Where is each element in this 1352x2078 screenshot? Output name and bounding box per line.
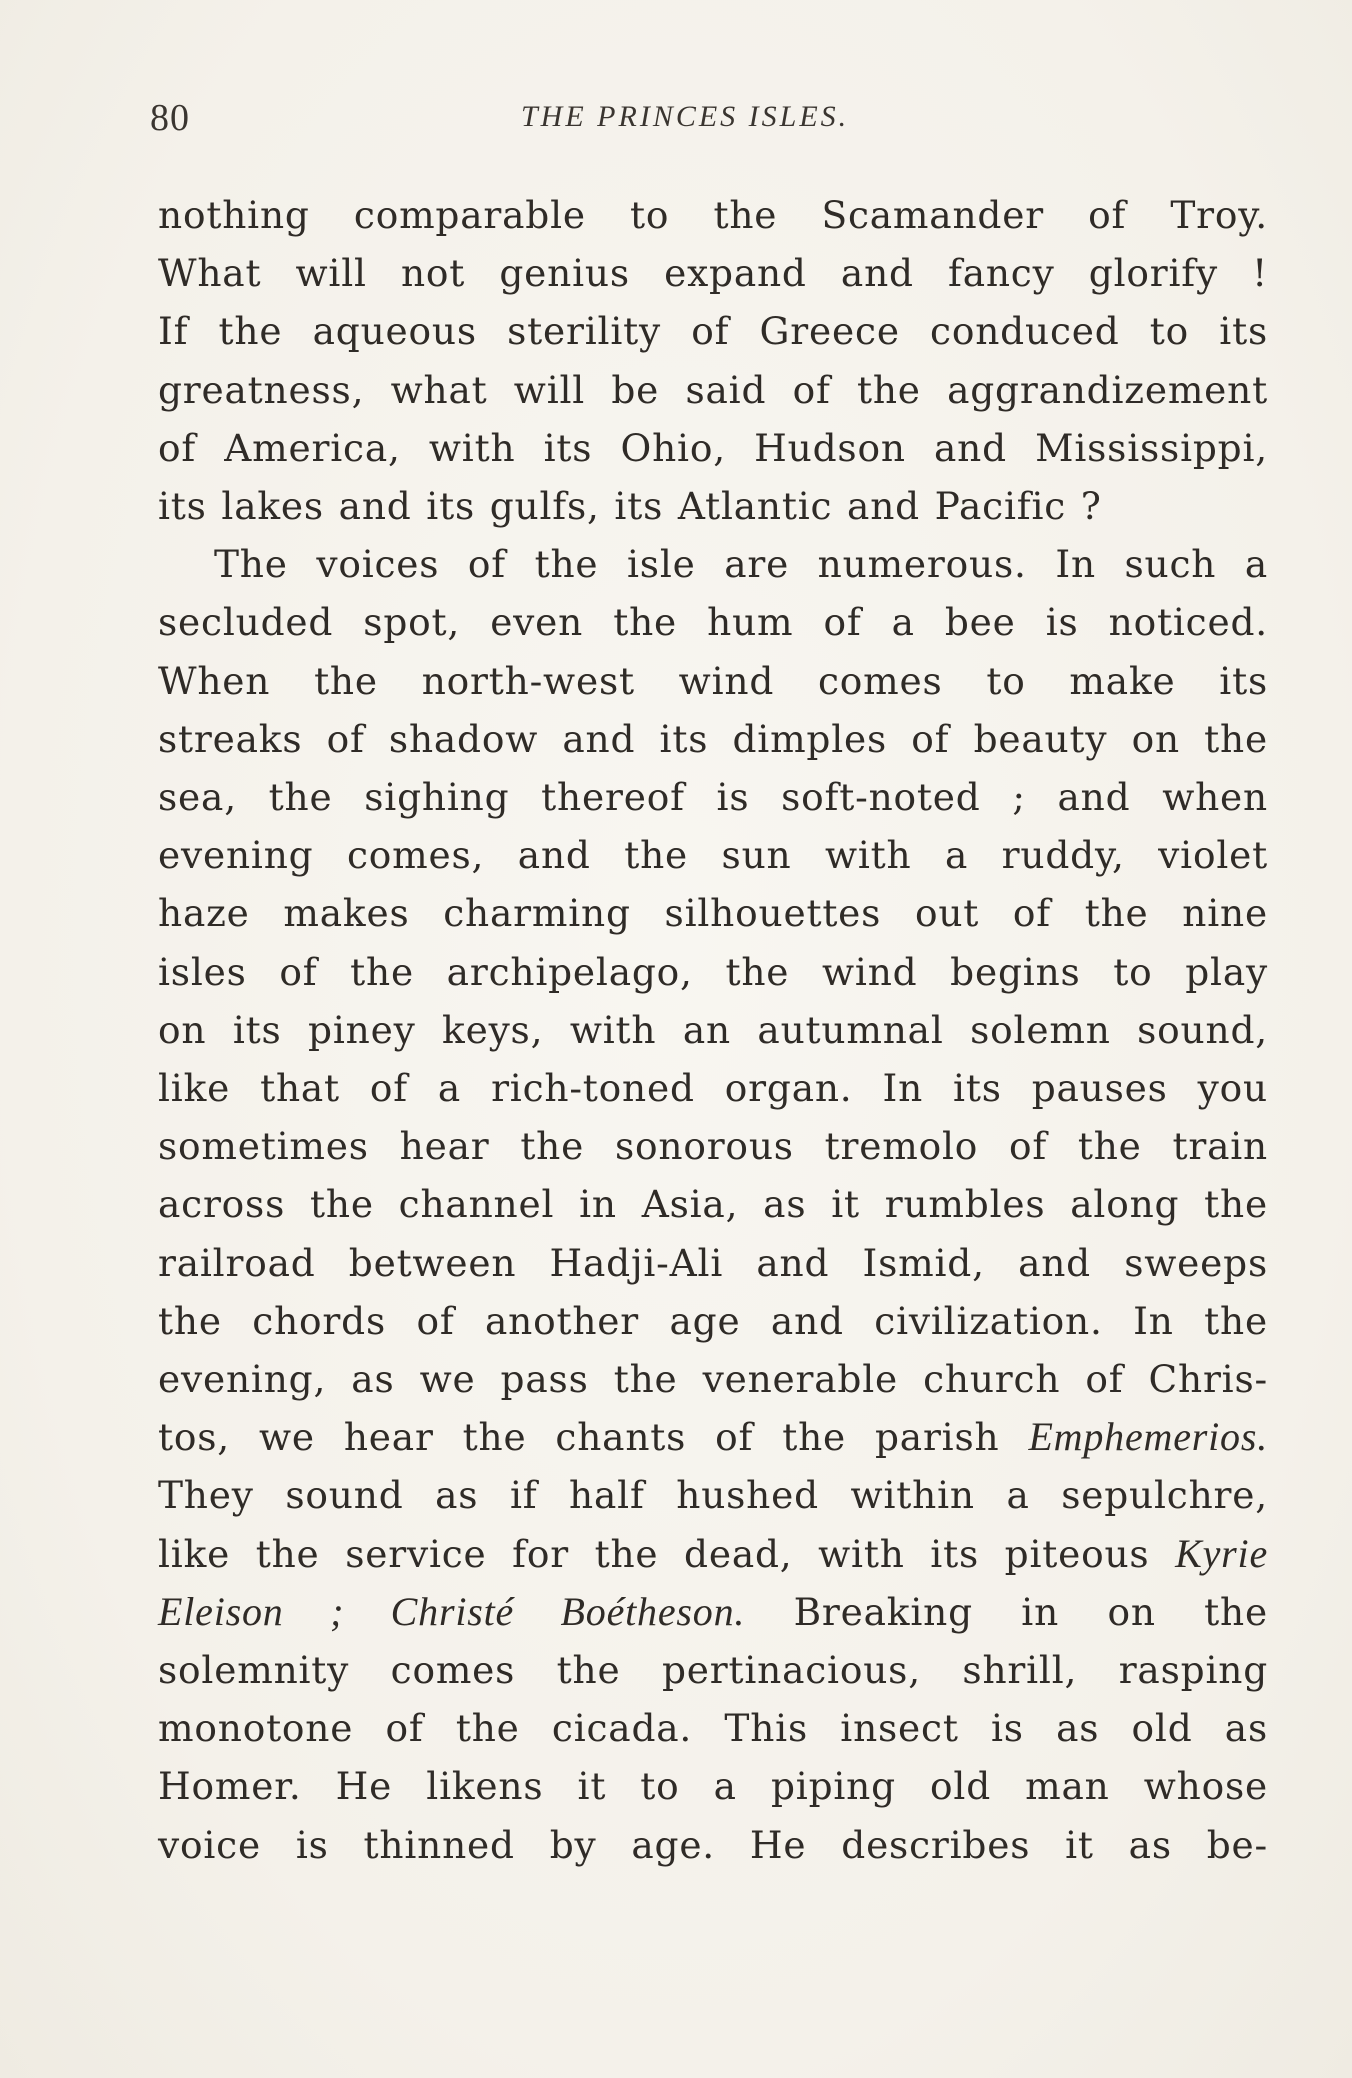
text-line: If the aqueous sterility of Greece conduced to its (158, 309, 1268, 354)
text-line: What will not genius expand and fancy glorify ! (158, 251, 1268, 296)
text-line: sometimes hear the sonorous tremolo of the train (158, 1124, 1268, 1169)
text-line: voice is thinned by age. He describes it as be- (158, 1822, 1268, 1867)
text-line: across the channel in Asia, as it rumbles along the (158, 1182, 1268, 1227)
running-head: THE PRINCES ISLES. (521, 100, 850, 133)
text-line: its lakes and its gulfs, its Atlantic and Pacific ? (158, 484, 1102, 529)
text-segment: like the service for the dead, with its piteous (158, 1531, 1176, 1576)
text-line: solemnity comes the pertinacious, shrill, rasping (158, 1648, 1268, 1693)
text-line: streaks of shadow and its dimples of beauty on the (158, 716, 1268, 761)
text-line: of America, with its Ohio, Hudson and Mississippi, (158, 425, 1268, 470)
text-line: evening, as we pass the venerable church of Chris- (158, 1357, 1268, 1402)
text-line: nothing comparable to the Scamander of Troy. (158, 193, 1268, 237)
text-segment: Breaking in on the (745, 1589, 1268, 1634)
text-line: secluded spot, even the hum of a bee is noticed. (158, 600, 1268, 645)
text-line (158, 1525, 1268, 1583)
text-line: the chords of another age and civilization. In the (158, 1298, 1268, 1343)
text-line: isles of the archipelago, the wind begins to play (158, 949, 1268, 994)
text-line: like that of a rich-toned organ. In its pauses you (158, 1066, 1268, 1111)
text-line: evening comes, and the sun with a ruddy, violet (158, 833, 1268, 878)
italic-term: Kyrie (1175, 1530, 1268, 1576)
text-line: The voices of the isle are numerous. In such a (214, 542, 1268, 587)
text-line: haze makes charming silhouettes out of the nine (158, 891, 1268, 936)
text-line: greatness, what will be said of the aggrandizement (158, 367, 1268, 412)
text-line (158, 1408, 1268, 1466)
text-line: sea, the sighing thereof is soft-noted ; and when (158, 775, 1268, 820)
text-segment: tos, we hear the chants of the parish (158, 1415, 1029, 1460)
body-text (158, 186, 1268, 1874)
italic-term: Emphemerios. (1028, 1414, 1268, 1460)
text-line: monotone of the cicada. This insect is as old as (158, 1706, 1268, 1751)
page-number: 80 (150, 97, 190, 139)
text-line: Homer. He likens it to a piping old man whose (158, 1764, 1268, 1809)
text-line (158, 1583, 1268, 1641)
text-line: on its piney keys, with an autumnal solemn sound, (158, 1007, 1268, 1052)
text-line: They sound as if half hushed within a sepulchre, (158, 1473, 1268, 1518)
text-line: railroad between Hadji-Ali and Ismid, and sweeps (158, 1240, 1268, 1285)
text-line: When the north-west wind comes to make its (158, 658, 1268, 703)
italic-term: Eleison ; Christé Boétheson. (158, 1588, 746, 1634)
page-header (150, 96, 1270, 146)
